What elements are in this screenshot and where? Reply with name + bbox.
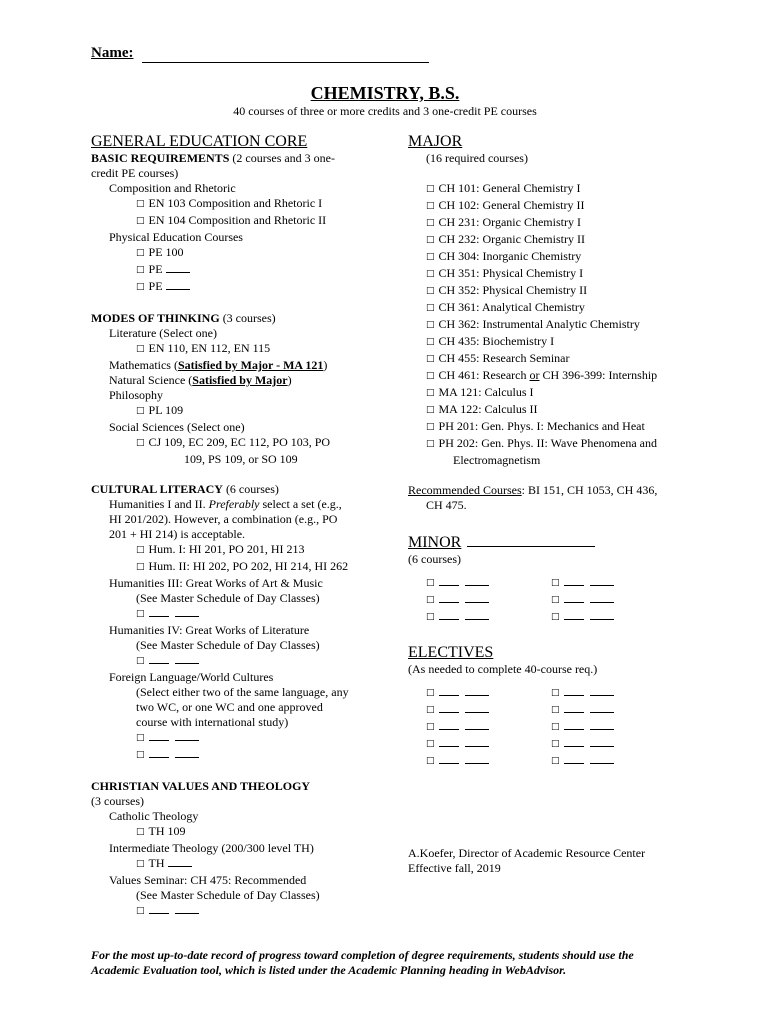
major-course-label: CH 232: Organic Chemistry II bbox=[438, 232, 585, 246]
ch461-alt: CH 396-399: Internship bbox=[539, 368, 658, 382]
checkbox-en103[interactable] bbox=[91, 196, 391, 213]
major-course-label: CH 362: Instrumental Analytic Chemistry bbox=[438, 317, 640, 331]
elective-blank[interactable] bbox=[439, 753, 459, 764]
minor-blank[interactable] bbox=[465, 575, 489, 586]
cultural-literacy bbox=[91, 482, 391, 764]
basic-note: (2 courses and 3 one- bbox=[229, 151, 336, 165]
basic-title: BASIC REQUIREMENTS bbox=[91, 151, 230, 165]
natsci-label: Natural Science ( bbox=[109, 373, 193, 387]
checkbox-elective[interactable] bbox=[533, 736, 658, 753]
pe100-label: PE 100 bbox=[148, 245, 184, 259]
natsci-satisfied: Satisfied by Major bbox=[192, 373, 288, 387]
major-note: (16 required courses) bbox=[426, 151, 528, 165]
phil-label: Philosophy bbox=[109, 388, 164, 402]
major-course-label: PH 202: Gen. Phys. II: Wave Phenomena and bbox=[438, 436, 657, 450]
checkbox-elective[interactable] bbox=[408, 702, 533, 719]
gen-ed-section bbox=[91, 133, 391, 920]
math-label: Mathematics ( bbox=[109, 358, 178, 372]
checkbox-minor[interactable] bbox=[408, 609, 533, 626]
major-course-label: MA 121: Calculus I bbox=[438, 385, 534, 399]
elective-blank[interactable] bbox=[590, 719, 614, 730]
pe-b-label: PE bbox=[148, 279, 163, 293]
minor-blank[interactable] bbox=[564, 575, 584, 586]
inter-label: Intermediate Theology (200/300 level TH) bbox=[109, 841, 314, 855]
soc-options-2: 109, PS 109, or SO 109 bbox=[184, 452, 298, 466]
fl2-blank-b[interactable] bbox=[175, 747, 199, 758]
elective-blank[interactable] bbox=[590, 753, 614, 764]
fl-note-3: course with international study) bbox=[136, 715, 289, 729]
elective-blank[interactable] bbox=[564, 753, 584, 764]
electives-grid bbox=[408, 685, 708, 770]
checkbox-major-course[interactable] bbox=[408, 351, 708, 368]
minor-blank[interactable] bbox=[564, 609, 584, 620]
modes-of-thinking bbox=[91, 311, 391, 467]
hum4-blank-b[interactable] bbox=[175, 653, 199, 664]
christian-values bbox=[91, 779, 391, 920]
christian-note: (3 courses) bbox=[91, 794, 144, 808]
signoff-director: A.Koefer, Director of Academic Resource Center bbox=[408, 846, 646, 860]
pe-a-blank[interactable] bbox=[166, 262, 190, 273]
footer-note bbox=[91, 948, 691, 978]
fl-note-2: two WC, or one WC and one approved bbox=[136, 700, 323, 714]
checkbox-major-course[interactable] bbox=[408, 249, 708, 266]
hum2-label: Hum. II: HI 202, PO 202, HI 214, HI 262 bbox=[148, 559, 349, 573]
checkbox-minor[interactable] bbox=[408, 575, 533, 592]
checkbox-elective[interactable] bbox=[533, 753, 658, 770]
checkbox-major-course[interactable] bbox=[408, 419, 708, 436]
elective-blank[interactable] bbox=[465, 753, 489, 764]
fl2-blank-a[interactable] bbox=[149, 747, 169, 758]
hum-desc-2: HI 201/202). However, a combination (e.g., PO bbox=[109, 512, 338, 526]
checkbox-minor[interactable] bbox=[533, 609, 658, 626]
en103-label: EN 103 Composition and Rhetoric I bbox=[148, 196, 323, 210]
math-close: ) bbox=[323, 358, 328, 372]
cultural-note: (6 courses) bbox=[222, 482, 279, 496]
hum3-note: (See Master Schedule of Day Classes) bbox=[136, 591, 320, 605]
christian-title: CHRISTIAN VALUES AND THEOLOGY bbox=[91, 779, 311, 793]
footer-line-2: Academic Evaluation tool, which is listed under the Academic Planning heading in WebAdvisor. bbox=[91, 963, 567, 977]
fl1-blank-b[interactable] bbox=[175, 730, 199, 741]
ch461-or: or bbox=[529, 368, 540, 382]
checkbox-major-course[interactable] bbox=[408, 266, 708, 283]
pe-label: Physical Education Courses bbox=[109, 230, 243, 244]
major-section bbox=[408, 133, 708, 770]
checkbox-ch461[interactable] bbox=[408, 368, 708, 385]
minor-blank[interactable] bbox=[564, 592, 584, 603]
checkbox-th109[interactable] bbox=[91, 824, 391, 841]
hum4-blank-a[interactable] bbox=[149, 653, 169, 664]
electives-note: (As needed to complete 40-course req.) bbox=[408, 662, 598, 676]
minor-blank[interactable] bbox=[439, 575, 459, 586]
recommended-list-2: CH 475. bbox=[426, 498, 467, 512]
basic-note-2: credit PE courses) bbox=[91, 166, 179, 180]
checkbox-hum2[interactable] bbox=[91, 559, 391, 576]
checkbox-pe-b[interactable] bbox=[91, 279, 391, 296]
elective-blank[interactable] bbox=[590, 736, 614, 747]
elective-blank[interactable] bbox=[465, 736, 489, 747]
cath-label: Catholic Theology bbox=[109, 809, 199, 823]
minor-note: (6 courses) bbox=[408, 552, 461, 566]
hum-desc-1b: Preferably bbox=[208, 497, 260, 511]
pe-a-label: PE bbox=[148, 262, 163, 276]
checkbox-elective[interactable] bbox=[408, 719, 533, 736]
major-course-label: CH 435: Biochemistry I bbox=[438, 334, 555, 348]
fl-label: Foreign Language/World Cultures bbox=[109, 670, 274, 684]
hum4-label: Humanities IV: Great Works of Literature bbox=[109, 623, 310, 637]
page-subtitle: 40 courses of three or more credits and 3 one-credit PE courses bbox=[233, 104, 537, 118]
elective-blank[interactable] bbox=[439, 685, 459, 696]
major-course-label: CH 351: Physical Chemistry I bbox=[438, 266, 584, 280]
elective-blank[interactable] bbox=[465, 702, 489, 713]
minor-blank[interactable] bbox=[590, 592, 614, 603]
modes-note: (3 courses) bbox=[219, 311, 276, 325]
checkbox-major-course[interactable] bbox=[408, 300, 708, 317]
major-course-label: CH 361: Analytical Chemistry bbox=[438, 300, 585, 314]
major-course-label: CH 304: Inorganic Chemistry bbox=[438, 249, 582, 263]
recommended-courses bbox=[408, 483, 708, 498]
fl-note-1: (Select either two of the same language, any bbox=[136, 685, 349, 699]
major-heading: MAJOR bbox=[408, 133, 463, 150]
checkbox-hum1[interactable] bbox=[91, 542, 391, 559]
checkbox-elective[interactable] bbox=[533, 719, 658, 736]
checkbox-values[interactable] bbox=[91, 903, 391, 920]
checkbox-pe-a[interactable] bbox=[91, 262, 391, 279]
name-field[interactable] bbox=[142, 62, 429, 63]
values-note: (See Master Schedule of Day Classes) bbox=[136, 888, 320, 902]
hum-desc-1c: select a set (e.g., bbox=[259, 497, 342, 511]
checkbox-elective[interactable] bbox=[408, 753, 533, 770]
comp-label: Composition and Rhetoric bbox=[109, 181, 236, 195]
checkbox-lit[interactable] bbox=[91, 341, 391, 358]
ph202-cont: Electromagnetism bbox=[453, 453, 541, 467]
name-label: Name: bbox=[91, 45, 134, 61]
checkbox-minor[interactable] bbox=[533, 592, 658, 609]
values-blank-a[interactable] bbox=[149, 903, 169, 914]
hum3-blank-a[interactable] bbox=[149, 606, 169, 617]
elective-blank[interactable] bbox=[439, 702, 459, 713]
electives-heading: ELECTIVES bbox=[408, 644, 494, 661]
elective-blank[interactable] bbox=[465, 685, 489, 696]
elective-blank[interactable] bbox=[564, 719, 584, 730]
gen-ed-heading: GENERAL EDUCATION CORE bbox=[91, 133, 308, 150]
elective-blank[interactable] bbox=[439, 719, 459, 730]
major-course-label: CH 102: General Chemistry II bbox=[438, 198, 585, 212]
minor-grid bbox=[408, 575, 708, 626]
checkbox-fl-2[interactable] bbox=[91, 747, 391, 764]
lit-label: Literature (Select one) bbox=[109, 326, 217, 340]
major-course-label: MA 122: Calculus II bbox=[438, 402, 538, 416]
checkbox-elective[interactable] bbox=[533, 702, 658, 719]
en104-label: EN 104 Composition and Rhetoric II bbox=[148, 213, 327, 227]
hum-desc-1 bbox=[91, 497, 391, 512]
checkbox-major-course[interactable] bbox=[408, 436, 708, 453]
checkbox-major-course[interactable] bbox=[408, 283, 708, 300]
elective-blank[interactable] bbox=[564, 685, 584, 696]
checkbox-hum3[interactable] bbox=[91, 606, 391, 623]
values-blank-b[interactable] bbox=[175, 903, 199, 914]
checkbox-elective[interactable] bbox=[408, 685, 533, 702]
math-row bbox=[91, 358, 391, 373]
checkbox-minor[interactable] bbox=[408, 592, 533, 609]
th-blank[interactable] bbox=[168, 856, 192, 867]
checkbox-th[interactable] bbox=[91, 856, 391, 873]
basic-requirements bbox=[91, 151, 391, 296]
pl109-label: PL 109 bbox=[148, 403, 184, 417]
recommended-label: Recommended Courses bbox=[408, 483, 522, 497]
th109-label: TH 109 bbox=[148, 824, 186, 838]
minor-name-field[interactable] bbox=[467, 536, 595, 547]
footer-line-1: For the most up-to-date record of progress toward completion of degree requirements, students should use the bbox=[91, 948, 634, 962]
major-course-label: CH 101: General Chemistry I bbox=[438, 181, 581, 195]
hum4-note: (See Master Schedule of Day Classes) bbox=[136, 638, 320, 652]
checkbox-major-course[interactable] bbox=[408, 402, 708, 419]
page-title: CHEMISTRY, B.S. bbox=[310, 83, 460, 103]
elective-blank[interactable] bbox=[564, 702, 584, 713]
th-label: TH bbox=[148, 856, 165, 870]
cultural-title: CULTURAL LITERACY bbox=[91, 482, 223, 496]
minor-blank[interactable] bbox=[439, 609, 459, 620]
minor-blank[interactable] bbox=[465, 592, 489, 603]
math-satisfied: Satisfied by Major - MA 121 bbox=[177, 358, 324, 372]
checkbox-major-course[interactable] bbox=[408, 317, 708, 334]
fl1-blank-a[interactable] bbox=[149, 730, 169, 741]
hum-desc-3: 201 + HI 214) is acceptable. bbox=[109, 527, 246, 541]
checkbox-en104[interactable] bbox=[91, 213, 391, 230]
minor-blank[interactable] bbox=[465, 609, 489, 620]
checkbox-major-course[interactable] bbox=[408, 198, 708, 215]
hum1-label: Hum. I: HI 201, PO 201, HI 213 bbox=[148, 542, 305, 556]
elective-blank[interactable] bbox=[564, 736, 584, 747]
checkbox-major-course[interactable] bbox=[408, 232, 708, 249]
minor-blank[interactable] bbox=[439, 592, 459, 603]
hum-desc-1a: Humanities I and II. bbox=[109, 497, 209, 511]
checkbox-major-course[interactable] bbox=[408, 334, 708, 351]
checkbox-pe100[interactable] bbox=[91, 245, 391, 262]
pe-b-blank[interactable] bbox=[166, 279, 190, 290]
hum3-label: Humanities III: Great Works of Art & Music bbox=[109, 576, 323, 590]
major-course-label: CH 352: Physical Chemistry II bbox=[438, 283, 588, 297]
values-label: Values Seminar: CH 475: Recommended bbox=[109, 873, 307, 887]
major-course-label: CH 231: Organic Chemistry I bbox=[438, 215, 581, 229]
signoff-effective: Effective fall, 2019 bbox=[408, 861, 501, 875]
checkbox-elective[interactable] bbox=[408, 736, 533, 753]
modes-title: MODES OF THINKING bbox=[91, 311, 220, 325]
checkbox-pl109[interactable] bbox=[91, 403, 391, 420]
checkbox-major-course[interactable] bbox=[408, 181, 708, 198]
checkbox-major-course[interactable] bbox=[408, 385, 708, 402]
elective-blank[interactable] bbox=[439, 736, 459, 747]
major-course-label: PH 201: Gen. Phys. I: Mechanics and Heat bbox=[438, 419, 645, 433]
minor-blank[interactable] bbox=[590, 609, 614, 620]
natsci-close: ) bbox=[287, 373, 292, 387]
signoff bbox=[408, 846, 708, 876]
hum3-blank-b[interactable] bbox=[175, 606, 199, 617]
ch461-label: CH 461: Research bbox=[438, 368, 530, 382]
elective-blank[interactable] bbox=[465, 719, 489, 730]
minor-blank[interactable] bbox=[590, 575, 614, 586]
checkbox-elective[interactable] bbox=[533, 685, 658, 702]
checkbox-fl-1[interactable] bbox=[91, 730, 391, 747]
major-course-label: CH 455: Research Seminar bbox=[438, 351, 570, 365]
elective-blank[interactable] bbox=[590, 702, 614, 713]
natsci-row bbox=[91, 373, 391, 388]
soc-options-1: CJ 109, EC 209, EC 112, PO 103, PO bbox=[148, 435, 331, 449]
recommended-list: : BI 151, CH 1053, CH 436, bbox=[521, 483, 658, 497]
lit-options: EN 110, EN 112, EN 115 bbox=[148, 341, 271, 355]
checkbox-soc[interactable] bbox=[91, 435, 391, 452]
major-course-list bbox=[408, 181, 708, 468]
checkbox-hum4[interactable] bbox=[91, 653, 391, 670]
soc-label: Social Sciences (Select one) bbox=[109, 420, 245, 434]
elective-blank[interactable] bbox=[590, 685, 614, 696]
checkbox-major-course[interactable] bbox=[408, 215, 708, 232]
checkbox-minor[interactable] bbox=[533, 575, 658, 592]
minor-heading: MINOR bbox=[408, 534, 462, 551]
